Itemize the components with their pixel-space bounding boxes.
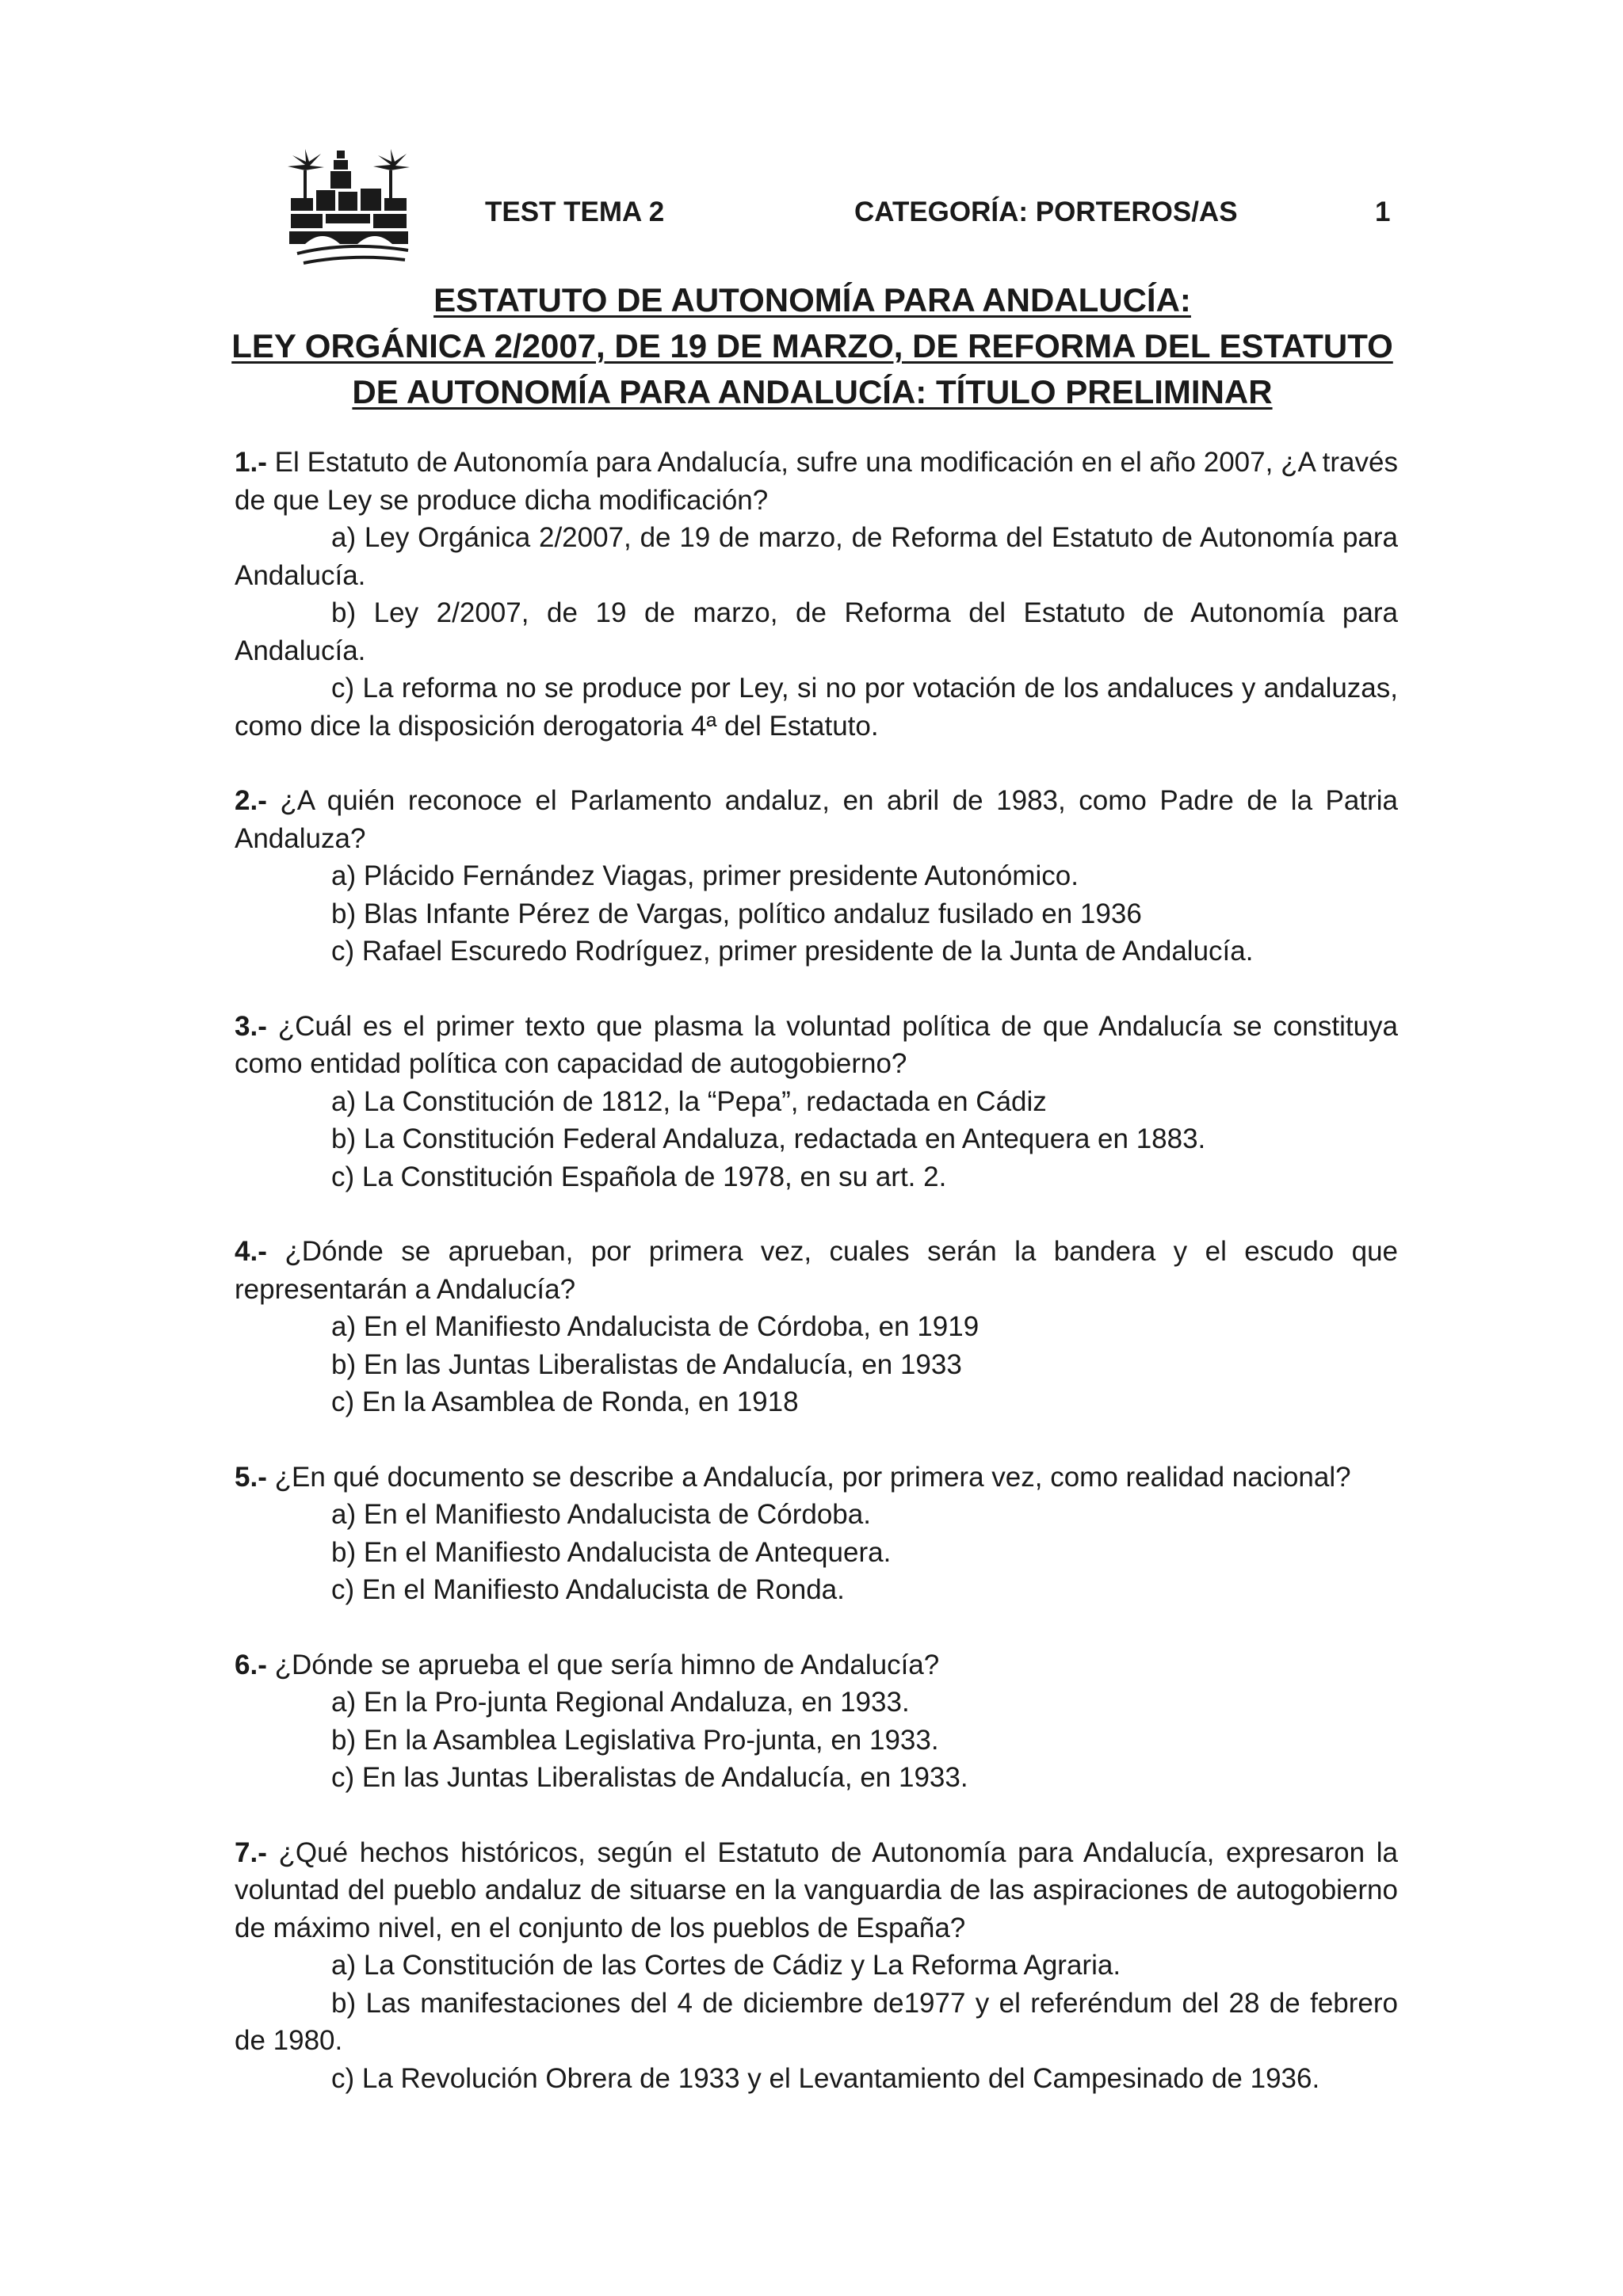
answer-option-b: b) En el Manifiesto Andalucista de Antequera. <box>331 1536 892 1568</box>
answer-option-c: c) La Constitución Española de 1978, en su art. 2. <box>331 1161 947 1192</box>
question-statement: ¿A quién reconoce el Parlamento andaluz, en abril de 1983, como Padre de la Patria Andaluza? <box>235 785 1398 854</box>
question-text <box>235 444 1398 519</box>
answer-option-c: c) La reforma no se produce por Ley, si no por votación de los andaluces y andaluzas, como dice la disposición derogatoria 4ª del Estatuto. <box>235 673 1398 742</box>
answer-option-b: b) Ley 2/2007, de 19 de marzo, de Reforma del Estatuto de Autonomía para Andalucía. <box>235 597 1398 666</box>
question-statement: El Estatuto de Autonomía para Andalucía, sufre una modificación en el año 2007, ¿A través de que Ley se produce dicha modificación? <box>235 447 1398 516</box>
question-number: 2.- <box>235 785 267 816</box>
question-3 <box>235 1008 1398 1196</box>
question-statement: ¿Dónde se aprueba el que sería himno de Andalucía? <box>274 1649 940 1680</box>
answer-option-a: a) La Constitución de 1812, la “Pepa”, redactada en Cádiz <box>331 1085 1047 1117</box>
title-line: ESTATUTO DE AUTONOMÍA PARA ANDALUCÍA: <box>433 281 1191 318</box>
question-2 <box>235 782 1398 971</box>
question-list <box>235 444 1398 2134</box>
question-number: 7.- <box>235 1836 267 1868</box>
question-text <box>235 1646 1398 1684</box>
answer-option-a: a) En el Manifiesto Andalucista de Córdoba. <box>331 1499 871 1530</box>
title-line: DE AUTONOMÍA PARA ANDALUCÍA: TÍTULO PRELIMINAR <box>352 373 1273 410</box>
answer-option-b: b) En las Juntas Liberalistas de Andalucía, en 1933 <box>331 1348 962 1380</box>
question-statement: ¿Cuál es el primer texto que plasma la voluntad política de que Andalucía se constituya como entidad política con capacidad de autogobierno? <box>235 1010 1399 1079</box>
answer-option-a: a) La Constitución de las Cortes de Cádiz y La Reforma Agraria. <box>331 1950 1121 1981</box>
question-6 <box>235 1646 1398 1797</box>
question-number: 3.- <box>235 1010 267 1042</box>
question-1 <box>235 444 1398 745</box>
question-text <box>235 1233 1398 1308</box>
category-label: CATEGORÍA: PORTEROS/AS <box>854 196 1238 227</box>
question-text <box>235 1459 1398 1497</box>
answer-option-c: c) En la Asamblea de Ronda, en 1918 <box>331 1386 799 1417</box>
title-line: LEY ORGÁNICA 2/2007, DE 19 DE MARZO, DE REFORMA DEL ESTATUTO <box>231 327 1393 364</box>
answer-option-a: a) En el Manifiesto Andalucista de Córdoba, en 1919 <box>331 1311 980 1342</box>
question-text <box>235 782 1398 857</box>
answer-option-c: c) En las Juntas Liberalistas de Andalucía, en 1933. <box>331 1762 968 1793</box>
answer-option-c: c) En el Manifiesto Andalucista de Ronda. <box>331 1574 845 1605</box>
page-number: 1 <box>1375 196 1391 227</box>
question-number: 4.- <box>235 1236 267 1267</box>
question-number: 1.- <box>235 447 267 478</box>
answer-option-a: a) Plácido Fernández Viagas, primer presidente Autonómico. <box>331 860 1079 891</box>
answer-option-a: a) En la Pro-junta Regional Andaluza, en 1933. <box>331 1687 910 1718</box>
question-5 <box>235 1459 1398 1609</box>
question-statement: ¿Dónde se aprueban, por primera vez, cuales serán la bandera y el escudo que representarán a Andalucía? <box>235 1236 1398 1305</box>
answer-option-b: b) Las manifestaciones del 4 de diciembre de1977 y el referéndum del 28 de febrero de 1980. <box>235 1987 1398 2056</box>
answer-option-a: a) Ley Orgánica 2/2007, de 19 de marzo, de Reforma del Estatuto de Autonomía para Andalucía. <box>235 522 1398 591</box>
answer-option-b: b) Blas Infante Pérez de Vargas, político andaluz fusilado en 1936 <box>331 898 1142 929</box>
answer-option-b: b) En la Asamblea Legislativa Pro-junta, en 1933. <box>331 1724 939 1756</box>
question-statement: ¿En qué documento se describe a Andalucía, por primera vez, como realidad nacional? <box>274 1461 1351 1493</box>
question-text <box>235 1008 1398 1083</box>
question-7 <box>235 1834 1398 2098</box>
answer-option-c: c) Rafael Escuredo Rodríguez, primer presidente de la Junta de Andalucía. <box>331 936 1254 967</box>
question-number: 6.- <box>235 1649 267 1680</box>
question-statement: ¿Qué hechos históricos, según el Estatuto de Autonomía para Andalucía, expresaron la voluntad del pueblo andaluz de situarse en la vanguardia de las aspiraciones de autogobierno de máximo nivel, en el conjunto de los pueblos de España? <box>235 1836 1398 1943</box>
document-title <box>198 277 1426 415</box>
test-label: TEST TEMA 2 <box>485 196 665 227</box>
answer-option-c: c) La Revolución Obrera de 1933 y el Levantamiento del Campesinado de 1936. <box>331 2062 1320 2094</box>
municipal-logo-icon <box>281 143 416 273</box>
question-4 <box>235 1233 1398 1421</box>
answer-option-b: b) La Constitución Federal Andaluza, redactada en Antequera en 1883. <box>331 1123 1206 1154</box>
question-text <box>235 1834 1398 1947</box>
question-number: 5.- <box>235 1461 267 1493</box>
